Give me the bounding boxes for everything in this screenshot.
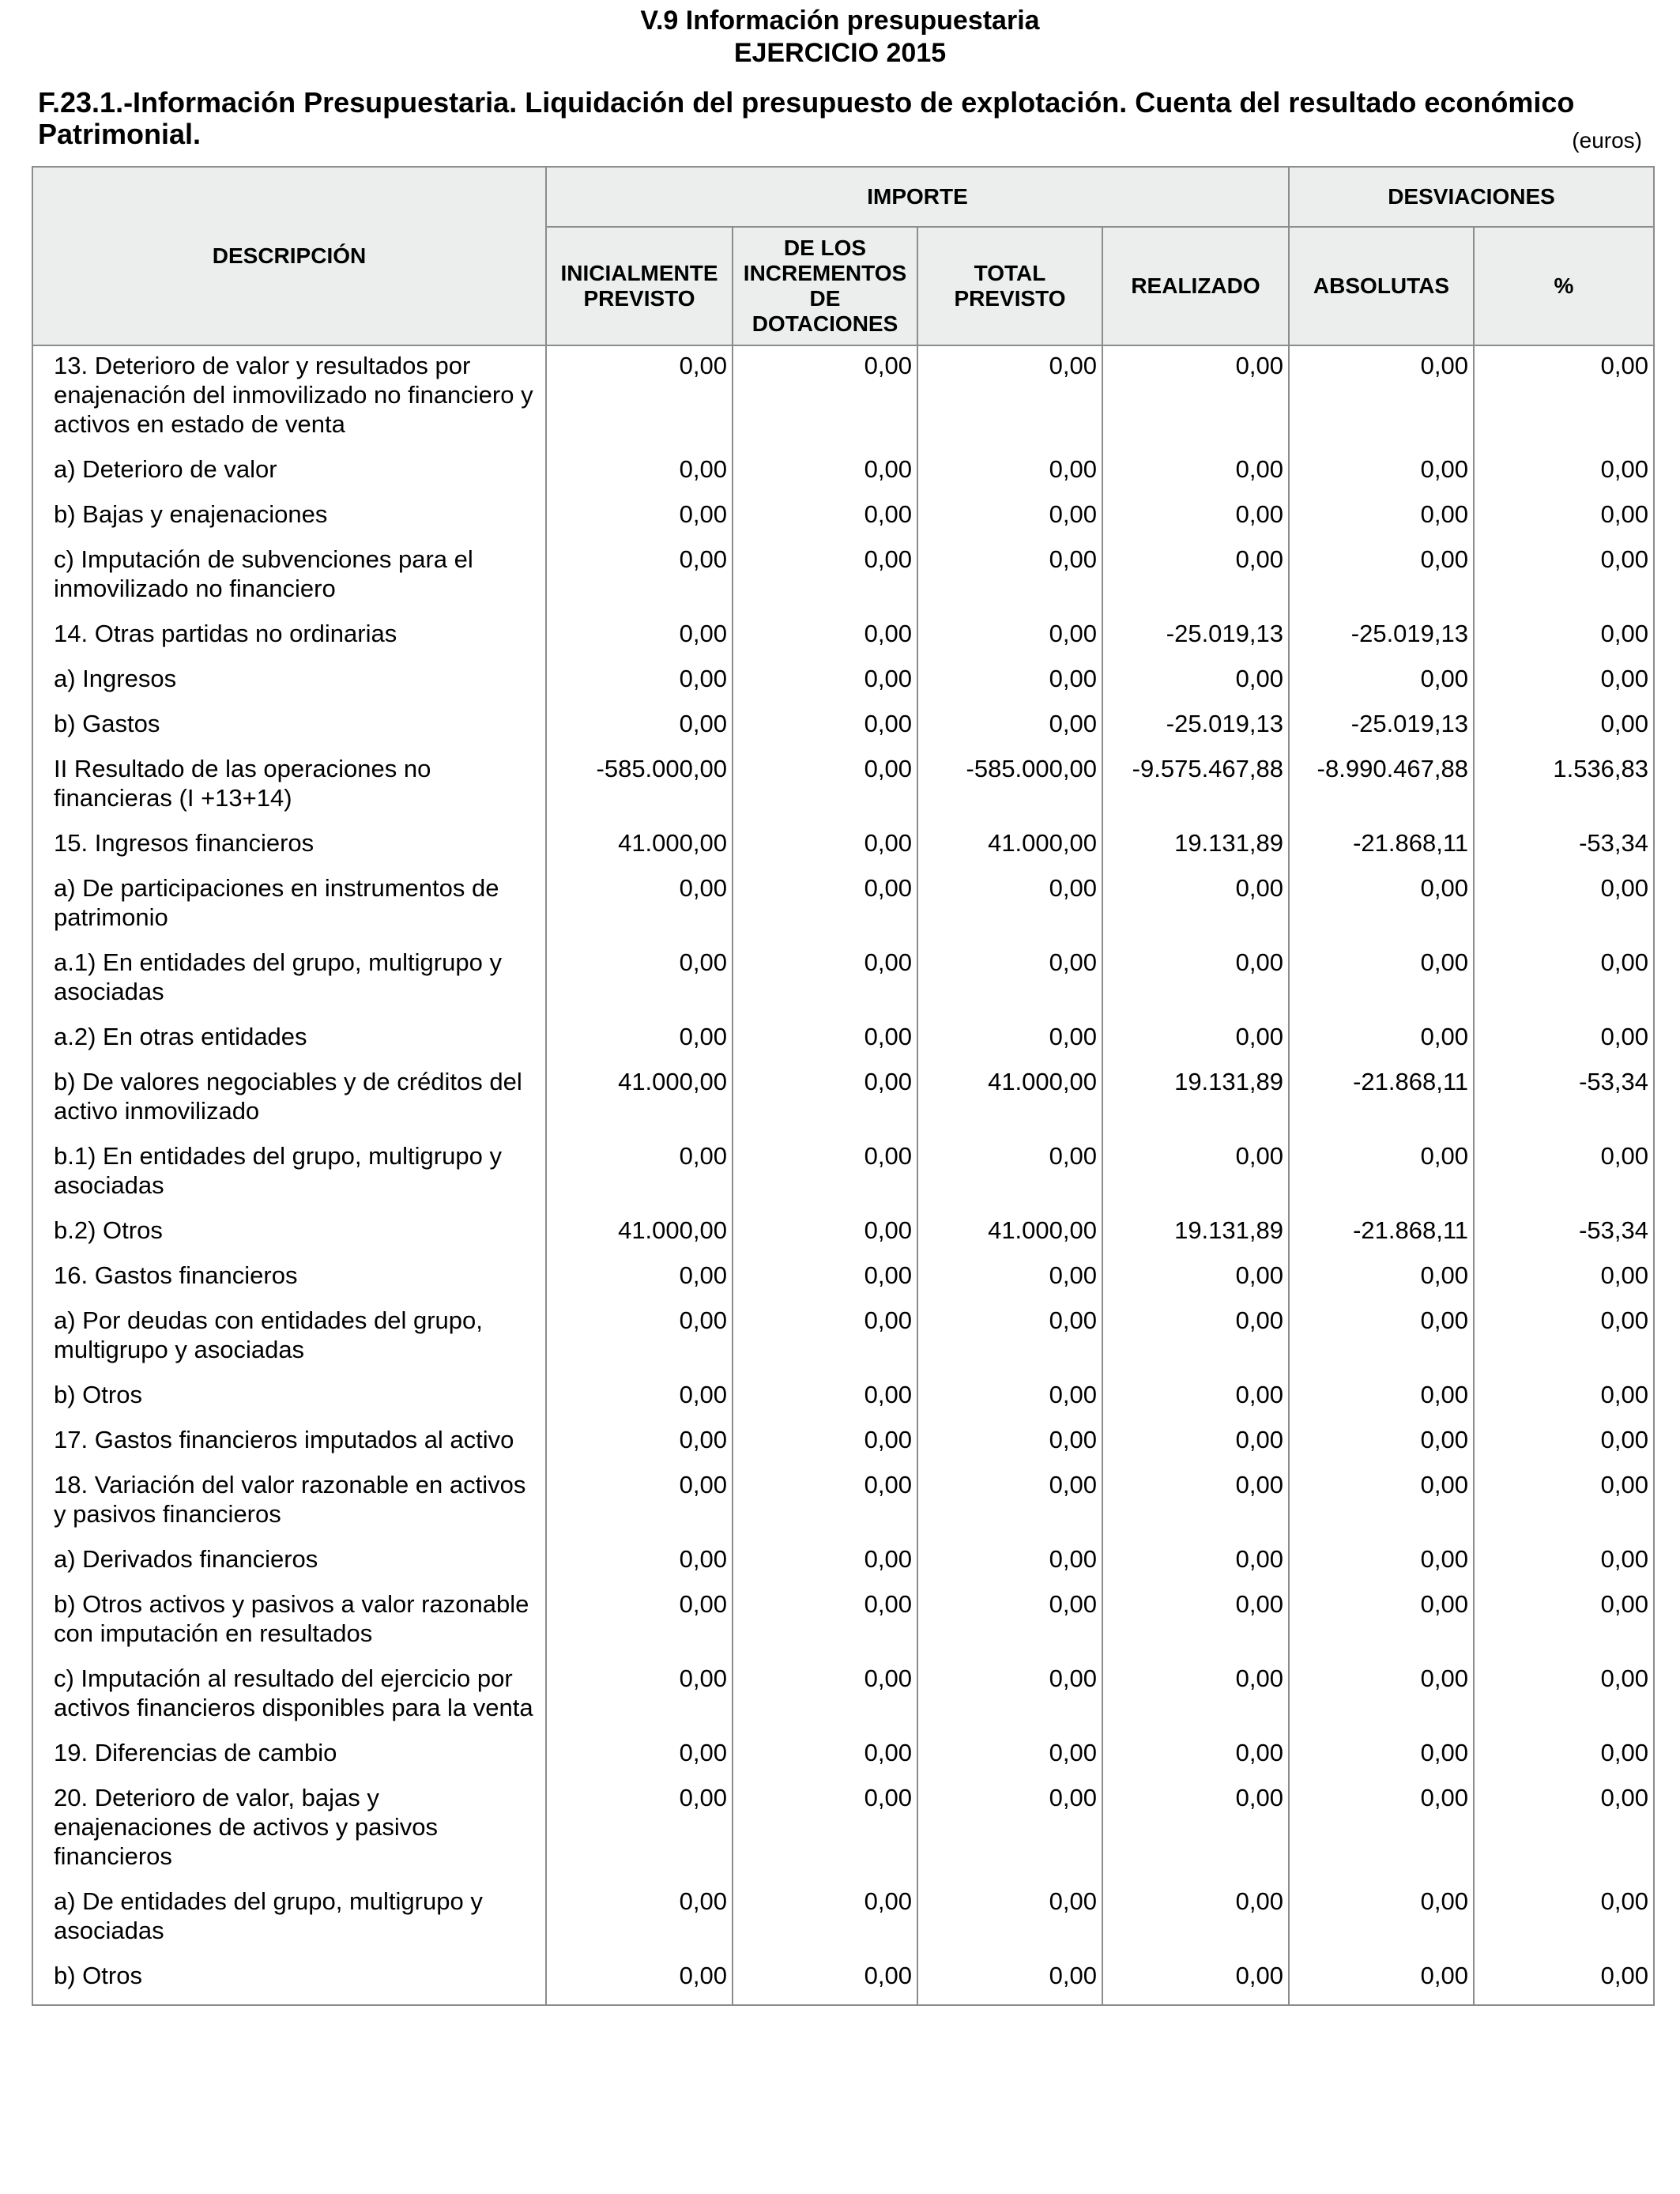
table-row xyxy=(32,943,1654,1017)
cell-total-previsto: 0,00 xyxy=(917,540,1102,614)
cell-realizado: 19.131,89 xyxy=(1102,824,1289,869)
header-incrementos-dotaciones: DE LOS INCREMENTOS DE DOTACIONES xyxy=(733,227,917,345)
cell-realizado: 0,00 xyxy=(1102,1465,1289,1540)
table-row xyxy=(32,450,1654,495)
row-description xyxy=(32,1540,546,1585)
cell-incrementos-dotaciones: 0,00 xyxy=(733,869,917,943)
cell-incrementos-dotaciones: 0,00 xyxy=(733,614,917,659)
row-label: b) De valores negociables y de créditos del activo inmovilizado xyxy=(54,1068,522,1125)
cell-inicialmente-previsto: 0,00 xyxy=(546,1585,733,1659)
table-row xyxy=(32,824,1654,869)
header-absolutas: ABSOLUTAS xyxy=(1289,227,1474,345)
cell-incrementos-dotaciones: 0,00 xyxy=(733,659,917,704)
cell-absolutas: 0,00 xyxy=(1289,1659,1474,1733)
cell-porcentaje: -53,34 xyxy=(1474,1062,1654,1137)
row-description xyxy=(32,1956,546,2005)
cell-total-previsto: 0,00 xyxy=(917,1420,1102,1465)
cell-incrementos-dotaciones: 0,00 xyxy=(733,540,917,614)
row-description xyxy=(32,1882,546,1956)
cell-inicialmente-previsto: 0,00 xyxy=(546,1659,733,1733)
cell-inicialmente-previsto: 0,00 xyxy=(546,1301,733,1375)
row-label: 18. Variación del valor razonable en activos y pasivos financieros xyxy=(54,1471,526,1528)
cell-total-previsto: 0,00 xyxy=(917,1733,1102,1778)
cell-inicialmente-previsto: 0,00 xyxy=(546,869,733,943)
cell-incrementos-dotaciones: 0,00 xyxy=(733,1778,917,1882)
row-label: b) Gastos xyxy=(54,710,160,737)
cell-total-previsto: 0,00 xyxy=(917,1301,1102,1375)
cell-absolutas: 0,00 xyxy=(1289,1137,1474,1211)
row-description xyxy=(32,495,546,540)
cell-absolutas: -8.990.467,88 xyxy=(1289,749,1474,824)
header-inicialmente-previsto: INICIALMENTE PREVISTO xyxy=(546,227,733,345)
table-row xyxy=(32,1733,1654,1778)
cell-porcentaje: 0,00 xyxy=(1474,1585,1654,1659)
cell-inicialmente-previsto: 0,00 xyxy=(546,1465,733,1540)
cell-incrementos-dotaciones: 0,00 xyxy=(733,943,917,1017)
row-description xyxy=(32,824,546,869)
row-label: a) De entidades del grupo, multigrupo y asociadas xyxy=(54,1887,483,1944)
cell-absolutas: 0,00 xyxy=(1289,1375,1474,1420)
cell-inicialmente-previsto: 0,00 xyxy=(546,1137,733,1211)
cell-realizado: 19.131,89 xyxy=(1102,1211,1289,1256)
cell-incrementos-dotaciones: 0,00 xyxy=(733,1585,917,1659)
cell-porcentaje: -53,34 xyxy=(1474,824,1654,869)
row-label: a.1) En entidades del grupo, multigrupo y asociadas xyxy=(54,948,502,1005)
cell-porcentaje: 0,00 xyxy=(1474,704,1654,749)
table-row xyxy=(32,1465,1654,1540)
cell-incrementos-dotaciones: 0,00 xyxy=(733,450,917,495)
row-label: a) Por deudas con entidades del grupo, multigrupo y asociadas xyxy=(54,1306,483,1363)
cell-realizado: -9.575.467,88 xyxy=(1102,749,1289,824)
cell-incrementos-dotaciones: 0,00 xyxy=(733,704,917,749)
table-row xyxy=(32,1778,1654,1882)
cell-realizado: -25.019,13 xyxy=(1102,704,1289,749)
cell-total-previsto: 0,00 xyxy=(917,345,1102,450)
row-description xyxy=(32,943,546,1017)
table-row xyxy=(32,1062,1654,1137)
cell-inicialmente-previsto: 0,00 xyxy=(546,1256,733,1301)
row-label: 17. Gastos financieros imputados al activo xyxy=(54,1426,514,1453)
cell-total-previsto: 0,00 xyxy=(917,1956,1102,2005)
row-label: a) De participaciones en instrumentos de patrimonio xyxy=(54,874,499,931)
cell-inicialmente-previsto: 0,00 xyxy=(546,704,733,749)
cell-total-previsto: 0,00 xyxy=(917,1659,1102,1733)
cell-realizado: 0,00 xyxy=(1102,1137,1289,1211)
row-label: 16. Gastos financieros xyxy=(54,1261,298,1289)
cell-inicialmente-previsto: 0,00 xyxy=(546,1882,733,1956)
cell-realizado: 0,00 xyxy=(1102,450,1289,495)
cell-realizado: 0,00 xyxy=(1102,1882,1289,1956)
cell-porcentaje: 0,00 xyxy=(1474,1956,1654,2005)
cell-total-previsto: 0,00 xyxy=(917,704,1102,749)
cell-porcentaje: 0,00 xyxy=(1474,450,1654,495)
row-description xyxy=(32,1465,546,1540)
cell-incrementos-dotaciones: 0,00 xyxy=(733,345,917,450)
table-row xyxy=(32,1659,1654,1733)
cell-inicialmente-previsto: 0,00 xyxy=(546,1375,733,1420)
row-description xyxy=(32,540,546,614)
cell-incrementos-dotaciones: 0,00 xyxy=(733,1465,917,1540)
cell-porcentaje: 0,00 xyxy=(1474,943,1654,1017)
table-row xyxy=(32,1017,1654,1062)
cell-incrementos-dotaciones: 0,00 xyxy=(733,1017,917,1062)
cell-realizado: 0,00 xyxy=(1102,869,1289,943)
table-row xyxy=(32,704,1654,749)
cell-total-previsto: 0,00 xyxy=(917,1256,1102,1301)
cell-absolutas: 0,00 xyxy=(1289,1585,1474,1659)
row-description xyxy=(32,1256,546,1301)
row-description xyxy=(32,1420,546,1465)
table-row xyxy=(32,540,1654,614)
row-description xyxy=(32,1062,546,1137)
cell-total-previsto: 0,00 xyxy=(917,1585,1102,1659)
header-realizado: REALIZADO xyxy=(1102,227,1289,345)
cell-total-previsto: 0,00 xyxy=(917,869,1102,943)
cell-porcentaje: 1.536,83 xyxy=(1474,749,1654,824)
row-description xyxy=(32,345,546,450)
cell-realizado: 0,00 xyxy=(1102,1301,1289,1375)
cell-absolutas: 0,00 xyxy=(1289,495,1474,540)
table-row xyxy=(32,1256,1654,1301)
cell-porcentaje: 0,00 xyxy=(1474,1137,1654,1211)
report-subtitle: F.23.1.-Información Presupuestaria. Liquidación del presupuesto de explotación. Cuenta del resultado económico Patrimonial. xyxy=(38,86,1575,150)
cell-total-previsto: 0,00 xyxy=(917,943,1102,1017)
cell-absolutas: 0,00 xyxy=(1289,1017,1474,1062)
row-description xyxy=(32,1017,546,1062)
table-row xyxy=(32,1301,1654,1375)
cell-absolutas: 0,00 xyxy=(1289,540,1474,614)
cell-porcentaje: 0,00 xyxy=(1474,345,1654,450)
header-group-importe: IMPORTE xyxy=(546,167,1289,227)
row-label: a.2) En otras entidades xyxy=(54,1023,307,1050)
cell-realizado: 0,00 xyxy=(1102,1375,1289,1420)
cell-total-previsto: 0,00 xyxy=(917,659,1102,704)
cell-inicialmente-previsto: 0,00 xyxy=(546,345,733,450)
cell-absolutas: 0,00 xyxy=(1289,1733,1474,1778)
header-porcentaje: % xyxy=(1474,227,1654,345)
cell-incrementos-dotaciones: 0,00 xyxy=(733,1062,917,1137)
cell-inicialmente-previsto: 0,00 xyxy=(546,1017,733,1062)
cell-inicialmente-previsto: 0,00 xyxy=(546,540,733,614)
header-group-desviaciones: DESVIACIONES xyxy=(1289,167,1654,227)
cell-absolutas: 0,00 xyxy=(1289,943,1474,1017)
table-row xyxy=(32,869,1654,943)
cell-porcentaje: -53,34 xyxy=(1474,1211,1654,1256)
row-description xyxy=(32,1778,546,1882)
cell-realizado: 0,00 xyxy=(1102,1420,1289,1465)
cell-inicialmente-previsto: 0,00 xyxy=(546,450,733,495)
cell-absolutas: 0,00 xyxy=(1289,450,1474,495)
cell-absolutas: 0,00 xyxy=(1289,869,1474,943)
table-row xyxy=(32,1211,1654,1256)
row-description xyxy=(32,704,546,749)
row-description xyxy=(32,659,546,704)
units-label: (euros) xyxy=(1572,128,1642,153)
cell-realizado: 0,00 xyxy=(1102,1017,1289,1062)
cell-realizado: -25.019,13 xyxy=(1102,614,1289,659)
cell-incrementos-dotaciones: 0,00 xyxy=(733,749,917,824)
cell-inicialmente-previsto: 0,00 xyxy=(546,943,733,1017)
table-row xyxy=(32,614,1654,659)
table-row xyxy=(32,495,1654,540)
cell-incrementos-dotaciones: 0,00 xyxy=(733,1137,917,1211)
cell-inicialmente-previsto: 0,00 xyxy=(546,1956,733,2005)
cell-total-previsto: -585.000,00 xyxy=(917,749,1102,824)
cell-porcentaje: 0,00 xyxy=(1474,869,1654,943)
table-row xyxy=(32,1420,1654,1465)
cell-realizado: 19.131,89 xyxy=(1102,1062,1289,1137)
row-label: 14. Otras partidas no ordinarias xyxy=(54,620,397,647)
cell-porcentaje: 0,00 xyxy=(1474,1420,1654,1465)
cell-incrementos-dotaciones: 0,00 xyxy=(733,1420,917,1465)
cell-absolutas: 0,00 xyxy=(1289,1301,1474,1375)
cell-absolutas: 0,00 xyxy=(1289,1465,1474,1540)
cell-total-previsto: 0,00 xyxy=(917,1465,1102,1540)
row-label: b) Otros activos y pasivos a valor razonable con imputación en resultados xyxy=(54,1590,529,1647)
cell-porcentaje: 0,00 xyxy=(1474,540,1654,614)
cell-incrementos-dotaciones: 0,00 xyxy=(733,1211,917,1256)
cell-realizado: 0,00 xyxy=(1102,1540,1289,1585)
cell-porcentaje: 0,00 xyxy=(1474,1017,1654,1062)
cell-realizado: 0,00 xyxy=(1102,1733,1289,1778)
cell-inicialmente-previsto: 0,00 xyxy=(546,1778,733,1882)
row-label: 13. Deterioro de valor y resultados por enajenación del inmovilizado no financiero y activos en estado de venta xyxy=(54,352,533,438)
cell-total-previsto: 41.000,00 xyxy=(917,1062,1102,1137)
cell-porcentaje: 0,00 xyxy=(1474,1465,1654,1540)
cell-realizado: 0,00 xyxy=(1102,943,1289,1017)
table-row xyxy=(32,1137,1654,1211)
cell-porcentaje: 0,00 xyxy=(1474,1256,1654,1301)
cell-incrementos-dotaciones: 0,00 xyxy=(733,1256,917,1301)
row-description xyxy=(32,869,546,943)
cell-absolutas: -21.868,11 xyxy=(1289,1211,1474,1256)
row-description xyxy=(32,749,546,824)
cell-porcentaje: 0,00 xyxy=(1474,1375,1654,1420)
cell-porcentaje: 0,00 xyxy=(1474,1659,1654,1733)
table-row xyxy=(32,1375,1654,1420)
cell-total-previsto: 0,00 xyxy=(917,1882,1102,1956)
cell-total-previsto: 0,00 xyxy=(917,614,1102,659)
cell-porcentaje: 0,00 xyxy=(1474,495,1654,540)
table-row xyxy=(32,1540,1654,1585)
row-description xyxy=(32,450,546,495)
cell-inicialmente-previsto: 41.000,00 xyxy=(546,1211,733,1256)
cell-inicialmente-previsto: 0,00 xyxy=(546,1420,733,1465)
table-row xyxy=(32,659,1654,704)
row-label: b) Otros xyxy=(54,1381,142,1408)
cell-incrementos-dotaciones: 0,00 xyxy=(733,1301,917,1375)
table-row xyxy=(32,1956,1654,2005)
row-description xyxy=(32,1137,546,1211)
cell-incrementos-dotaciones: 0,00 xyxy=(733,1733,917,1778)
report-section-title: V.9 Información presupuestaria xyxy=(640,6,1040,36)
table-row xyxy=(32,345,1654,450)
cell-incrementos-dotaciones: 0,00 xyxy=(733,1540,917,1585)
cell-porcentaje: 0,00 xyxy=(1474,1301,1654,1375)
row-label: 15. Ingresos financieros xyxy=(54,829,315,857)
cell-incrementos-dotaciones: 0,00 xyxy=(733,495,917,540)
cell-porcentaje: 0,00 xyxy=(1474,614,1654,659)
cell-inicialmente-previsto: -585.000,00 xyxy=(546,749,733,824)
cell-realizado: 0,00 xyxy=(1102,659,1289,704)
cell-absolutas: 0,00 xyxy=(1289,1540,1474,1585)
cell-absolutas: 0,00 xyxy=(1289,1882,1474,1956)
table-row xyxy=(32,1882,1654,1956)
row-description xyxy=(32,1585,546,1659)
cell-realizado: 0,00 xyxy=(1102,345,1289,450)
row-description xyxy=(32,1733,546,1778)
table-row xyxy=(32,749,1654,824)
cell-total-previsto: 0,00 xyxy=(917,1137,1102,1211)
table-body xyxy=(32,345,1654,2005)
cell-realizado: 0,00 xyxy=(1102,1778,1289,1882)
row-label: a) Derivados financieros xyxy=(54,1545,318,1573)
row-label: 19. Diferencias de cambio xyxy=(54,1739,337,1766)
cell-absolutas: 0,00 xyxy=(1289,1420,1474,1465)
cell-total-previsto: 0,00 xyxy=(917,1540,1102,1585)
cell-porcentaje: 0,00 xyxy=(1474,659,1654,704)
cell-absolutas: -21.868,11 xyxy=(1289,1062,1474,1137)
row-label: 20. Deterioro de valor, bajas y enajenaciones de activos y pasivos financieros xyxy=(54,1784,438,1870)
cell-realizado: 0,00 xyxy=(1102,1659,1289,1733)
row-label: c) Imputación de subvenciones para el inmovilizado no financiero xyxy=(54,545,473,602)
row-label: c) Imputación al resultado del ejercicio por activos financieros disponibles para la venta xyxy=(54,1664,533,1721)
cell-absolutas: 0,00 xyxy=(1289,1956,1474,2005)
row-label: a) Deterioro de valor xyxy=(54,455,277,483)
row-label: a) Ingresos xyxy=(54,665,177,692)
row-description xyxy=(32,1211,546,1256)
cell-porcentaje: 0,00 xyxy=(1474,1540,1654,1585)
cell-incrementos-dotaciones: 0,00 xyxy=(733,1659,917,1733)
cell-inicialmente-previsto: 41.000,00 xyxy=(546,824,733,869)
cell-absolutas: -25.019,13 xyxy=(1289,704,1474,749)
cell-inicialmente-previsto: 0,00 xyxy=(546,659,733,704)
row-description xyxy=(32,614,546,659)
row-description xyxy=(32,1301,546,1375)
cell-realizado: 0,00 xyxy=(1102,1956,1289,2005)
cell-total-previsto: 41.000,00 xyxy=(917,824,1102,869)
report-year: EJERCICIO 2015 xyxy=(733,38,947,68)
cell-incrementos-dotaciones: 0,00 xyxy=(733,1882,917,1956)
cell-total-previsto: 0,00 xyxy=(917,495,1102,540)
cell-realizado: 0,00 xyxy=(1102,540,1289,614)
cell-inicialmente-previsto: 41.000,00 xyxy=(546,1062,733,1137)
header-total-previsto: TOTAL PREVISTO xyxy=(917,227,1102,345)
cell-porcentaje: 0,00 xyxy=(1474,1778,1654,1882)
row-description xyxy=(32,1659,546,1733)
cell-absolutas: 0,00 xyxy=(1289,1256,1474,1301)
row-label: b.2) Otros xyxy=(54,1216,163,1244)
cell-absolutas: -25.019,13 xyxy=(1289,614,1474,659)
row-label: b) Bajas y enajenaciones xyxy=(54,500,328,528)
cell-total-previsto: 41.000,00 xyxy=(917,1211,1102,1256)
cell-absolutas: 0,00 xyxy=(1289,345,1474,450)
table-row xyxy=(32,1585,1654,1659)
cell-porcentaje: 0,00 xyxy=(1474,1882,1654,1956)
cell-incrementos-dotaciones: 0,00 xyxy=(733,1956,917,2005)
cell-inicialmente-previsto: 0,00 xyxy=(546,1540,733,1585)
cell-incrementos-dotaciones: 0,00 xyxy=(733,1375,917,1420)
cell-total-previsto: 0,00 xyxy=(917,1017,1102,1062)
cell-realizado: 0,00 xyxy=(1102,1256,1289,1301)
cell-incrementos-dotaciones: 0,00 xyxy=(733,824,917,869)
cell-porcentaje: 0,00 xyxy=(1474,1733,1654,1778)
row-label: b) Otros xyxy=(54,1962,142,1989)
cell-realizado: 0,00 xyxy=(1102,495,1289,540)
budget-table xyxy=(32,166,1655,2006)
cell-realizado: 0,00 xyxy=(1102,1585,1289,1659)
cell-absolutas: 0,00 xyxy=(1289,659,1474,704)
row-label: II Resultado de las operaciones no financieras (I +13+14) xyxy=(54,755,431,812)
cell-total-previsto: 0,00 xyxy=(917,1778,1102,1882)
row-label: b.1) En entidades del grupo, multigrupo y asociadas xyxy=(54,1142,502,1199)
header-descripcion: DESCRIPCIÓN xyxy=(32,167,546,345)
row-description xyxy=(32,1375,546,1420)
cell-inicialmente-previsto: 0,00 xyxy=(546,614,733,659)
cell-inicialmente-previsto: 0,00 xyxy=(546,495,733,540)
cell-absolutas: -21.868,11 xyxy=(1289,824,1474,869)
cell-absolutas: 0,00 xyxy=(1289,1778,1474,1882)
cell-total-previsto: 0,00 xyxy=(917,1375,1102,1420)
cell-inicialmente-previsto: 0,00 xyxy=(546,1733,733,1778)
cell-total-previsto: 0,00 xyxy=(917,450,1102,495)
